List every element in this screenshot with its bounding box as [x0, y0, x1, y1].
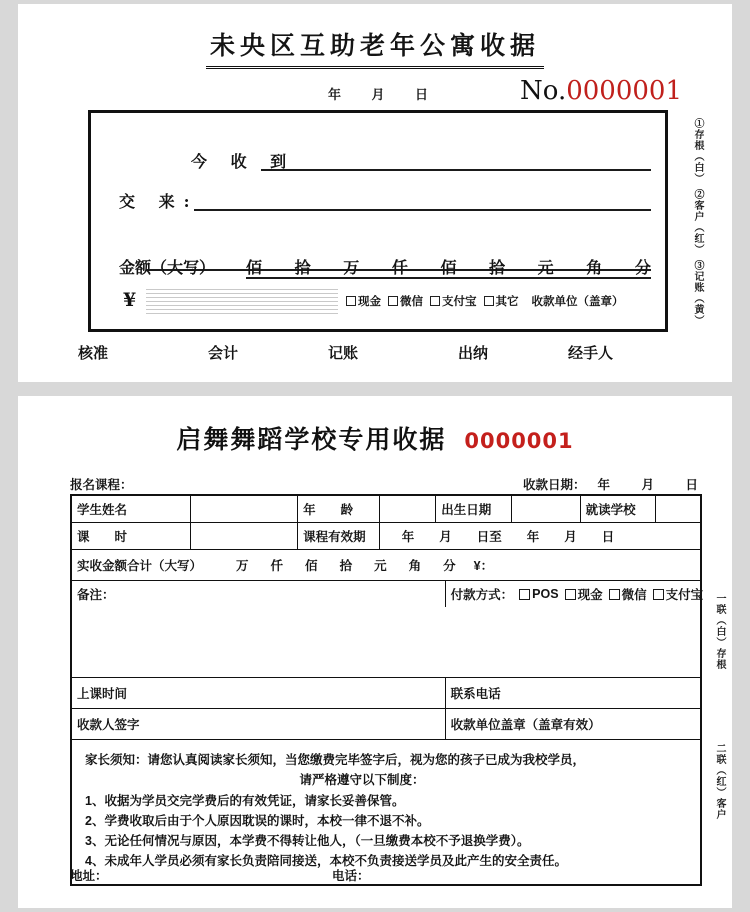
label-validity: 课程有效期 — [298, 523, 380, 549]
amount-unit: 佰 — [305, 559, 318, 573]
label-student-name: 学生姓名 — [72, 496, 191, 522]
checkbox-option-alipay[interactable] — [653, 585, 704, 603]
label-phone: 电话： — [332, 869, 370, 883]
notice-title: 家长须知： — [85, 753, 148, 767]
label-payee-stamp[interactable]: 收款单位盖章（盖章有效） — [450, 718, 601, 732]
parent-notice — [77, 744, 695, 880]
received-fill-line[interactable] — [261, 169, 651, 171]
checkbox-option-cash[interactable] — [565, 585, 603, 603]
label-amount-uppercase: 金额（大写） — [119, 258, 216, 277]
label-remark[interactable]: 备注： — [72, 581, 446, 607]
receipt-top-copy-notes — [684, 116, 710, 328]
amount-unit: 佰 — [440, 258, 457, 277]
amount-yen-label: ¥： — [473, 559, 494, 573]
receipt-bottom-paper — [18, 396, 732, 908]
payment-method-row — [346, 293, 624, 309]
from-fill-line[interactable] — [194, 209, 651, 211]
signature-role-approve: 核准 — [78, 344, 109, 362]
table-row-notice — [72, 740, 700, 884]
label-address: 地址： — [70, 869, 108, 883]
checkbox-option-pos[interactable] — [519, 587, 558, 601]
copy-note: ③记账（黄） — [692, 259, 703, 326]
amount-unit-row — [236, 556, 456, 574]
label-payee-stamp: 收款单位（盖章） — [531, 294, 624, 308]
table-row-hours — [72, 523, 700, 550]
signature-role-cashier: 出纳 — [458, 344, 489, 362]
table-row-signature — [72, 709, 700, 740]
checkbox-option-wechat[interactable] — [388, 293, 423, 309]
receipt-bottom-header-row — [70, 475, 712, 495]
field-school[interactable] — [656, 496, 700, 522]
checkbox-option-alipay[interactable] — [430, 293, 477, 309]
signature-role-bookkeeper: 记账 — [328, 344, 359, 362]
notice-item: 3、无论任何情况与原因，本学费不得转让他人，（一旦缴费本校不予退换学费）。 — [85, 834, 530, 848]
table-row-remark — [72, 581, 704, 678]
label-payment-method: 付款方式： — [450, 588, 514, 602]
checkbox-icon[interactable] — [609, 589, 620, 600]
checkbox-icon[interactable] — [484, 296, 494, 306]
notice-intro-second-line: 请严格遵守以下制度： — [299, 773, 425, 788]
copy-note: ②客户（红） — [692, 188, 703, 255]
receipt-bottom-title-container — [18, 420, 732, 456]
amount-row-content — [72, 550, 700, 580]
amount-unit: 拾 — [339, 559, 353, 573]
notice-cell — [72, 740, 700, 884]
receipt-top-paper — [18, 4, 732, 382]
payment-label: 支付宝 — [442, 294, 477, 308]
signature-role-handler: 经手人 — [568, 344, 614, 362]
receipt-bottom-serial: 0000001 — [464, 429, 574, 453]
label-pay-date: 收款日期： — [523, 478, 586, 492]
amount-unit: 万 — [236, 559, 249, 573]
amount-unit: 万 — [343, 258, 360, 277]
payment-label: 支付宝 — [665, 588, 704, 602]
checkbox-icon[interactable] — [346, 296, 356, 306]
pay-date-ymd: 年 月 日 — [597, 478, 712, 492]
amount-unit: 佰 — [246, 258, 263, 277]
amount-unit: 角 — [408, 559, 422, 573]
receipt-bottom-title: 启舞舞蹈学校专用收据 — [176, 425, 447, 454]
amount-hatch-field[interactable] — [146, 289, 338, 315]
amount-unit: 元 — [374, 559, 387, 573]
copy-note: 二联（红）客户 — [714, 742, 725, 820]
label-birthday: 出生日期 — [436, 496, 511, 522]
signature-role-accountant: 会计 — [208, 344, 239, 362]
label-school: 就读学校 — [581, 496, 656, 522]
amount-unit: 分 — [634, 258, 651, 277]
amount-unit-row — [246, 255, 651, 278]
payment-label: 现金 — [577, 588, 603, 602]
notice-item: 2、学费收取后由于个人原因耽误的课时，本校一律不退不补。 — [85, 813, 430, 828]
label-hours: 课 时 — [72, 523, 191, 549]
amount-unit: 元 — [537, 258, 554, 277]
amount-unit: 拾 — [489, 258, 506, 277]
checkbox-icon[interactable] — [388, 296, 398, 306]
serial-number: 0000001 — [566, 76, 683, 106]
payment-method-cell — [446, 581, 704, 607]
label-received: 今 收 到 — [191, 152, 296, 171]
checkbox-icon[interactable] — [430, 296, 440, 306]
notice-item: 4、未成年人学员必须有家长负责陪同接送，本校不负责接送学员及此产生的安全责任。 — [85, 854, 567, 869]
field-age[interactable] — [380, 496, 437, 522]
receipt-bottom-copy-notes — [708, 556, 730, 856]
copy-note: 一联（白）存根 — [714, 592, 725, 670]
copy-note: ①存根（白） — [692, 118, 703, 185]
checkbox-icon[interactable] — [519, 589, 530, 600]
receipt-top-title-container — [18, 26, 732, 69]
payment-label: POS — [532, 587, 559, 601]
label-total-amount: 实收金额合计（大写） — [77, 559, 203, 573]
pay-date-group — [523, 475, 712, 493]
notice-intro: 请您认真阅读家长须知，当您缴费完毕签字后，视为您的孩子已成为我校学员， — [147, 753, 586, 767]
field-student-name[interactable] — [191, 496, 298, 522]
amount-unit: 仟 — [391, 258, 408, 277]
amount-unit: 角 — [586, 258, 603, 277]
label-class-time[interactable]: 上课时间 — [72, 678, 446, 708]
receipt-top-date-ymd: 年 月 日 — [328, 88, 442, 103]
payment-label: 微信 — [400, 294, 423, 308]
serial-prefix: No. — [520, 76, 567, 106]
signature-role-row — [78, 342, 678, 363]
field-hours[interactable] — [191, 523, 298, 549]
label-course: 报名课程： — [70, 478, 133, 492]
checkbox-icon[interactable] — [653, 589, 664, 600]
payment-label: 其它 — [495, 294, 519, 308]
receipt-top-title: 未央区互助老年公寓收据 — [206, 26, 544, 69]
field-validity-range[interactable]: 年 月 日至 年 月 日 — [401, 530, 615, 544]
amount-unit: 仟 — [270, 559, 284, 573]
receipt-bottom-table — [70, 494, 702, 886]
checkbox-option-cash[interactable] — [346, 293, 381, 309]
table-row-amount — [72, 550, 700, 581]
notice-item: 1、收据为学员交完学费后的有效凭证，请家长妥善保管。 — [85, 793, 405, 808]
receipt-top-date-row — [18, 76, 732, 108]
table-row-class-time — [72, 678, 700, 709]
yen-symbol-icon: ¥ — [123, 289, 137, 311]
receipt-top-serial — [520, 76, 682, 106]
amount-fill-line[interactable] — [246, 277, 651, 279]
label-age: 年 龄 — [298, 496, 380, 522]
payment-label: 微信 — [621, 588, 647, 602]
label-contact-phone[interactable]: 联系电话 — [450, 687, 501, 701]
receipt-top-frame — [88, 110, 668, 332]
table-row-student — [72, 496, 700, 523]
field-birthday[interactable] — [512, 496, 581, 522]
checkbox-icon[interactable] — [565, 589, 576, 600]
payment-method-row — [451, 585, 703, 603]
label-from: 交 来: — [119, 192, 199, 211]
payment-label: 现金 — [358, 294, 381, 308]
label-payee-signature[interactable]: 收款人签字 — [72, 709, 446, 739]
amount-unit: 分 — [443, 559, 456, 573]
amount-unit: 拾 — [294, 258, 311, 277]
checkbox-option-other[interactable] — [484, 293, 519, 309]
checkbox-option-wechat[interactable] — [609, 585, 647, 603]
